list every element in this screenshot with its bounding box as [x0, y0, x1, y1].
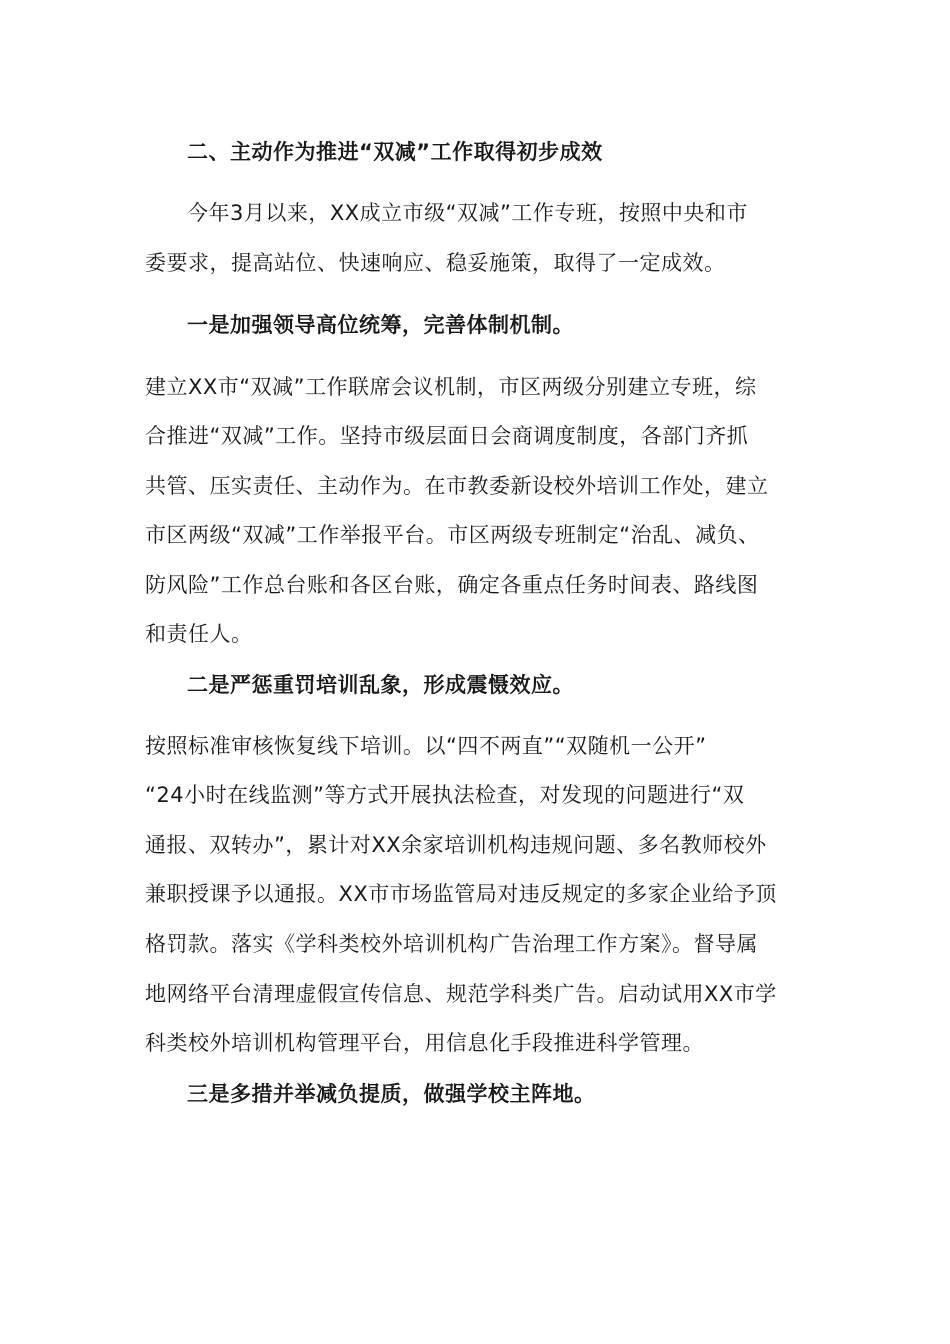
- section2-line-6: 地网络平台清理虚假宣传信息、规范学科类广告。启动试用XX市学: [145, 982, 777, 1006]
- section1-line-1: 建立XX市“双减”工作联席会议机制，市区两级分别建立专班，综: [145, 375, 757, 399]
- section3-title: 三是多措并举减负提质，做强学校主阵地。: [187, 1082, 596, 1106]
- intro-line-1: 今年3月以来，XX成立市级“双减”工作专班，按照中央和市: [187, 201, 748, 225]
- section2-line-2: “24小时在线监测”等方式开展执法检查，对发现的问题进行“双: [145, 783, 745, 807]
- section2-line-4: 兼职授课予以通报。XX市市场监管局对违反规定的多家企业给予顶: [145, 882, 777, 906]
- section1-line-5: 防风险”工作总台账和各区台账，确定各重点任务时间表、路线图: [145, 573, 759, 597]
- section2-line-5: 格罚款。落实《学科类校外培训机构广告治理工作方案》。督导属: [145, 932, 758, 956]
- section1-line-3: 共管、压实责任、主动作为。在市教委新设校外培训工作处，建立: [145, 474, 769, 498]
- section2-line-3: 通报、双转办”，累计对XX余家培训机构违规问题、多名教师校外: [145, 833, 767, 857]
- section2-title: 二是严惩重罚培训乱象，形成震慑效应。: [187, 673, 574, 697]
- section-heading: 二、主动作为推进“双减”工作取得初步成效: [187, 140, 603, 164]
- section1-line-6: 和责任人。: [145, 622, 253, 646]
- section2-line-7: 科类校外培训机构管理平台，用信息化手段推进科学管理。: [145, 1031, 704, 1055]
- section2-line-1: 按照标准审核恢复线下培训。以“四不两直”“双随机一公开”: [145, 734, 707, 758]
- section1-line-2: 合推进“双减”工作。坚持市级层面日会商调度制度，各部门齐抓: [145, 424, 749, 448]
- section1-line-4: 市区两级“双减”工作举报平台。市区两级专班制定“治乱、减负、: [145, 523, 760, 547]
- section1-title: 一是加强领导高位统筹，完善体制机制。: [187, 313, 574, 337]
- intro-line-2: 委要求，提高站位、快速响应、稳妥施策，取得了一定成效。: [145, 251, 726, 275]
